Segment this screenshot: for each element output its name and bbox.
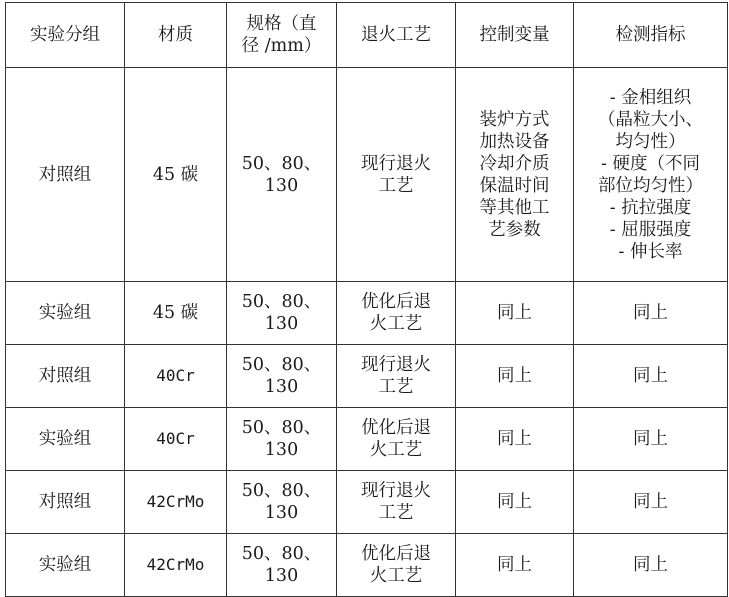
cell-metrics-lines — [574, 428, 727, 450]
cell-group-line: 实验组 — [38, 303, 92, 323]
cell-process-lines — [337, 153, 455, 197]
cell-control-line: 同上 — [497, 492, 532, 512]
cell-spec-line: 130 — [264, 440, 299, 460]
cell-group — [6, 534, 125, 597]
cell-material-lines — [125, 302, 226, 324]
cell-spec — [227, 534, 337, 597]
cell-process — [337, 68, 456, 282]
cell-group-line: 实验组 — [38, 429, 92, 449]
table-row — [6, 282, 728, 345]
cell-control — [456, 534, 574, 597]
header-process-line: 退火工艺 — [361, 25, 431, 45]
cell-process-line: 火工艺 — [369, 440, 423, 460]
cell-material — [125, 471, 227, 534]
cell-process-line: 优化后退 — [361, 418, 431, 438]
cell-spec-line: 50、80、 — [241, 418, 322, 438]
cell-material-line: 40Cr — [156, 366, 195, 385]
header-control-line: 控制变量 — [479, 25, 550, 45]
header-group-line: 实验分组 — [30, 25, 100, 45]
cell-metrics — [574, 68, 728, 282]
cell-control-lines — [456, 365, 573, 387]
cell-spec — [227, 345, 337, 408]
cell-control-lines — [456, 491, 573, 513]
header-cell-material — [125, 3, 227, 68]
cell-process-lines — [337, 354, 455, 398]
cell-metrics-line: 同上 — [633, 492, 668, 512]
cell-spec-line: 50、80、 — [241, 355, 322, 375]
header-cell-metrics — [574, 3, 728, 68]
cell-material-line: 42CrMo — [146, 492, 205, 511]
cell-metrics-lines — [574, 302, 727, 324]
cell-metrics-lines — [574, 491, 727, 513]
cell-control-line: 同上 — [497, 429, 532, 449]
cell-process-line: 现行退火 — [361, 481, 431, 501]
cell-metrics-line: 同上 — [633, 555, 668, 575]
cell-material — [125, 534, 227, 597]
cell-control-line: 装炉方式 — [479, 109, 550, 130]
cell-metrics-line: 部位均匀性） — [598, 175, 703, 196]
cell-spec-line: 50、80、 — [241, 153, 322, 174]
cell-group-lines — [6, 365, 124, 387]
header-group-lines — [6, 24, 124, 46]
cell-metrics — [574, 345, 728, 408]
cell-metrics-line: 同上 — [633, 303, 668, 323]
cell-group — [6, 68, 125, 282]
table-row — [6, 345, 728, 408]
cell-control-line: 艺参数 — [488, 219, 541, 240]
table-row — [6, 68, 728, 282]
cell-control-lines — [456, 554, 573, 576]
cell-metrics-line: - 屈服强度 — [609, 219, 692, 240]
cell-metrics-lines — [574, 87, 727, 263]
cell-spec-line: 130 — [264, 503, 299, 523]
cell-metrics-line: - 抗拉强度 — [609, 197, 692, 218]
cell-metrics-line: 同上 — [633, 429, 668, 449]
cell-group-lines — [6, 302, 124, 324]
cell-group — [6, 345, 125, 408]
cell-material-lines — [125, 491, 226, 513]
cell-spec-line: 130 — [264, 314, 299, 334]
cell-control-lines — [456, 428, 573, 450]
cell-spec-lines — [227, 291, 336, 335]
cell-process — [337, 534, 456, 597]
cell-material-line: 45 碳 — [152, 303, 199, 323]
cell-process-lines — [337, 543, 455, 587]
header-control-lines — [456, 24, 573, 46]
cell-process-lines — [337, 417, 455, 461]
cell-group-lines — [6, 164, 124, 186]
cell-control-line: 同上 — [497, 303, 532, 323]
cell-control-lines — [456, 109, 573, 241]
cell-metrics — [574, 534, 728, 597]
cell-material — [125, 408, 227, 471]
cell-group-line: 对照组 — [38, 366, 92, 386]
cell-spec-line: 130 — [264, 175, 299, 196]
cell-process — [337, 471, 456, 534]
cell-process-lines — [337, 291, 455, 335]
cell-spec — [227, 408, 337, 471]
cell-group-line: 对照组 — [38, 492, 92, 512]
experiment-table — [5, 2, 728, 597]
cell-spec-line: 130 — [264, 377, 299, 397]
cell-control-line: 保温时间 — [479, 175, 550, 196]
cell-process-line: 优化后退 — [361, 292, 431, 312]
cell-process-line: 火工艺 — [369, 314, 423, 334]
cell-process-line: 工艺 — [378, 503, 414, 523]
cell-metrics-line: - 金相组织 — [609, 87, 692, 108]
cell-material-line: 40Cr — [156, 429, 195, 448]
cell-spec-line: 50、80、 — [241, 292, 322, 312]
cell-control-lines — [456, 302, 573, 324]
header-metrics-line: 检测指标 — [615, 25, 686, 45]
table-body — [6, 3, 728, 597]
cell-process-lines — [337, 480, 455, 524]
header-spec-line: 径 /mm） — [241, 36, 322, 56]
cell-process — [337, 408, 456, 471]
header-spec-line: 规格（直 — [246, 14, 317, 34]
header-row — [6, 3, 728, 68]
cell-process-line: 现行退火 — [361, 355, 431, 375]
cell-control — [456, 471, 574, 534]
cell-control-line: 同上 — [497, 366, 532, 386]
cell-metrics-line: - 硬度（不同 — [601, 153, 700, 174]
cell-metrics — [574, 282, 728, 345]
cell-spec-line: 50、80、 — [241, 481, 322, 501]
cell-group-lines — [6, 428, 124, 450]
table-row — [6, 471, 728, 534]
header-cell-spec — [227, 3, 337, 68]
cell-control-line: 同上 — [497, 555, 532, 575]
header-material-lines — [125, 24, 226, 46]
cell-material — [125, 282, 227, 345]
cell-material-lines — [125, 554, 226, 576]
cell-metrics — [574, 408, 728, 471]
cell-spec-lines — [227, 354, 336, 398]
header-spec-lines — [227, 13, 336, 57]
cell-process-line: 优化后退 — [361, 544, 431, 564]
header-cell-group — [6, 3, 125, 68]
cell-spec-line: 130 — [264, 566, 299, 586]
cell-group-lines — [6, 554, 124, 576]
cell-material-lines — [125, 164, 226, 186]
cell-material-lines — [125, 365, 226, 387]
cell-spec-lines — [227, 417, 336, 461]
cell-control — [456, 345, 574, 408]
cell-control — [456, 68, 574, 282]
cell-spec — [227, 68, 337, 282]
header-cell-control — [456, 3, 574, 68]
cell-process-line: 现行退火 — [361, 153, 431, 174]
cell-control — [456, 282, 574, 345]
cell-metrics-line: - 伸长率 — [618, 241, 683, 262]
cell-group — [6, 282, 125, 345]
cell-spec — [227, 282, 337, 345]
header-cell-process — [337, 3, 456, 68]
cell-material-lines — [125, 428, 226, 450]
cell-group-line: 实验组 — [38, 555, 92, 575]
cell-metrics — [574, 471, 728, 534]
cell-spec-line: 50、80、 — [241, 544, 322, 564]
cell-process — [337, 282, 456, 345]
cell-control-line: 加热设备 — [479, 131, 550, 152]
cell-process — [337, 345, 456, 408]
cell-group-line: 对照组 — [38, 164, 92, 185]
header-process-lines — [337, 24, 455, 46]
cell-metrics-line: （晶粒大小、 — [598, 109, 703, 130]
cell-metrics-lines — [574, 365, 727, 387]
header-metrics-lines — [574, 24, 727, 46]
cell-spec-lines — [227, 543, 336, 587]
cell-material — [125, 345, 227, 408]
cell-metrics-lines — [574, 554, 727, 576]
header-material-line: 材质 — [158, 25, 193, 45]
cell-process-line: 工艺 — [378, 175, 414, 196]
cell-material — [125, 68, 227, 282]
cell-spec-lines — [227, 480, 336, 524]
cell-process-line: 工艺 — [378, 377, 414, 397]
cell-control — [456, 408, 574, 471]
cell-control-line: 冷却介质 — [479, 153, 550, 174]
cell-group — [6, 471, 125, 534]
cell-group — [6, 408, 125, 471]
cell-material-line: 42CrMo — [146, 555, 205, 574]
cell-spec-lines — [227, 153, 336, 197]
table-row — [6, 408, 728, 471]
cell-metrics-line: 同上 — [633, 366, 668, 386]
cell-metrics-line: 均匀性） — [615, 131, 686, 152]
table-row — [6, 534, 728, 597]
cell-material-line: 45 碳 — [152, 164, 199, 185]
cell-group-lines — [6, 491, 124, 513]
cell-control-line: 等其他工 — [479, 197, 550, 218]
cell-spec — [227, 471, 337, 534]
cell-process-line: 火工艺 — [369, 566, 423, 586]
